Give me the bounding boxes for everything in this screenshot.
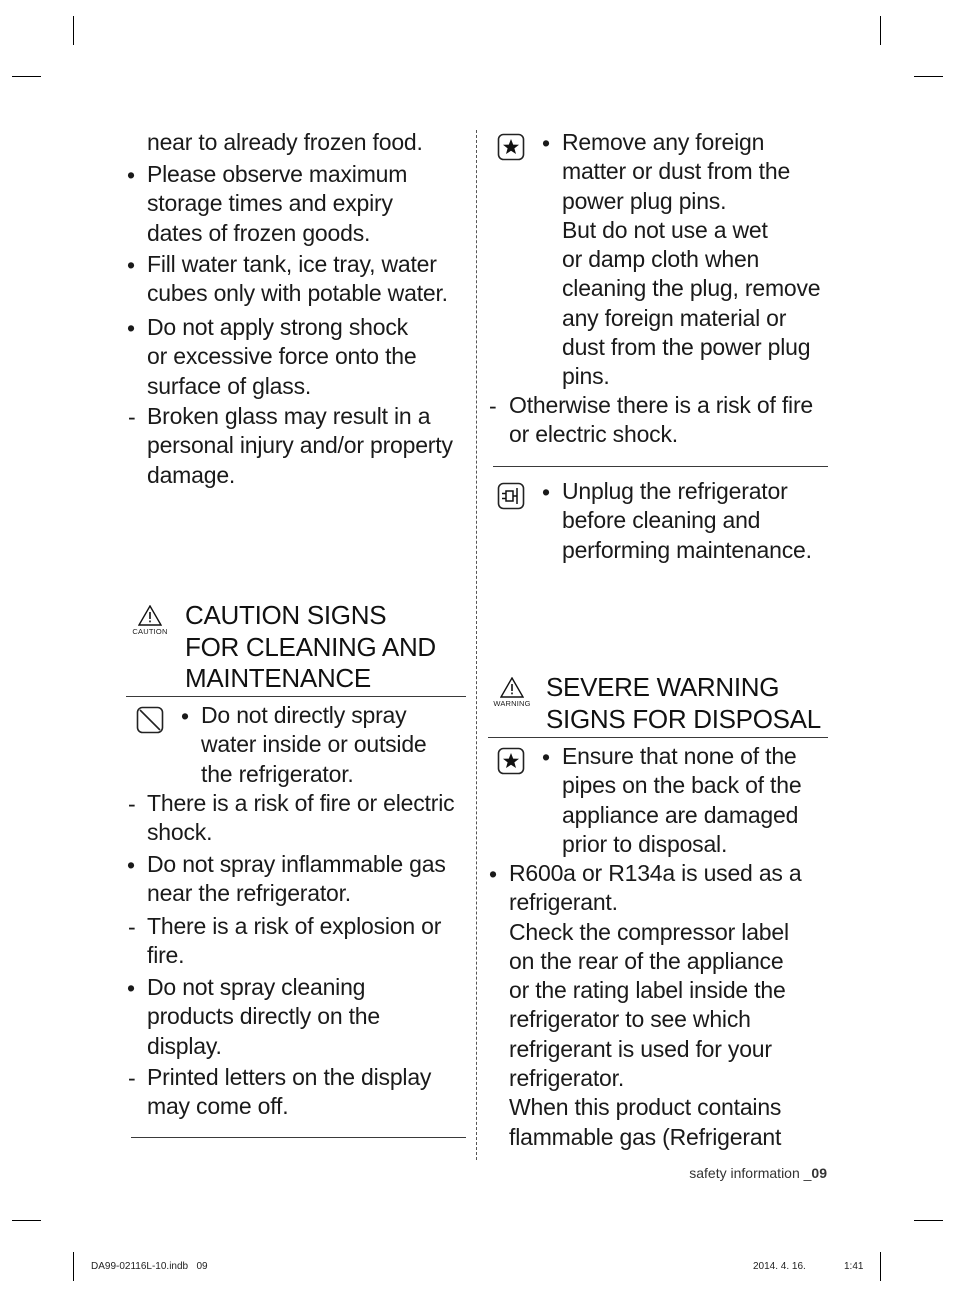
text-line: near to already frozen food. bbox=[147, 129, 423, 155]
text-line: MAINTENANCE bbox=[185, 663, 371, 693]
text-line: pipes on the back of the bbox=[562, 772, 802, 799]
star-warning-icon bbox=[497, 747, 525, 780]
crop-mark bbox=[880, 16, 881, 45]
text-line: personal injury and/or property bbox=[147, 432, 453, 459]
bullet-symbol: • bbox=[181, 703, 190, 729]
star-warning-icon bbox=[497, 133, 525, 166]
dash-explosion bbox=[147, 912, 441, 971]
caution-icon-label: CAUTION bbox=[132, 627, 168, 636]
footer-section-label: safety information _ bbox=[689, 1165, 812, 1181]
text-line: or damp cloth when bbox=[562, 246, 760, 273]
text-line: cleaning the plug, remove bbox=[562, 275, 821, 302]
dash-broken-glass bbox=[147, 402, 453, 490]
text-line: storage times and expiry bbox=[147, 190, 393, 217]
bullet-unplug bbox=[562, 477, 812, 565]
dash-symbol: - bbox=[489, 393, 497, 419]
bullet-cleaning-products bbox=[147, 973, 380, 1061]
text-line: Remove any foreign bbox=[562, 129, 765, 155]
text-line: on the rear of the appliance bbox=[509, 947, 784, 974]
bullet-symbol: • bbox=[127, 162, 136, 188]
crop-mark bbox=[73, 16, 74, 45]
text-line: There is a risk of fire or electric bbox=[147, 790, 455, 816]
text-line: Otherwise there is a risk of fire bbox=[509, 392, 814, 418]
crop-mark bbox=[880, 1252, 881, 1281]
text-line: appliance are damaged bbox=[562, 801, 799, 828]
text-line: Fill water tank, ice tray, water bbox=[147, 251, 437, 277]
bullet-glass-shock bbox=[147, 313, 416, 401]
print-date: 2014. 4. 16. bbox=[753, 1261, 806, 1272]
text-line: any foreign material or bbox=[562, 304, 787, 331]
bullet-pipes-undamaged bbox=[562, 742, 801, 859]
text-line: or electric shock. bbox=[509, 421, 678, 448]
dash-symbol: - bbox=[128, 791, 136, 817]
dash-printed-letters bbox=[147, 1063, 431, 1122]
print-time: 1:41 bbox=[844, 1261, 864, 1272]
text-line: FOR CLEANING AND bbox=[185, 631, 436, 662]
bullet-symbol: • bbox=[542, 130, 551, 156]
text-line: or the rating label inside the bbox=[509, 977, 786, 1004]
text-line: fire. bbox=[147, 942, 185, 969]
warning-section-title bbox=[546, 672, 821, 735]
text-line: or excessive force onto the bbox=[147, 343, 417, 370]
dash-fire-risk bbox=[509, 391, 813, 450]
text-line: water inside or outside bbox=[201, 731, 427, 758]
bullet-symbol: • bbox=[127, 252, 136, 278]
text-line: SIGNS FOR DISPOSAL bbox=[546, 703, 821, 734]
text-line: Do not apply strong shock bbox=[147, 314, 408, 340]
bullet-no-direct-spray bbox=[201, 701, 427, 789]
text-line: pins. bbox=[562, 363, 610, 390]
text-line: Ensure that none of the bbox=[562, 743, 797, 769]
text-line: damage. bbox=[147, 461, 236, 488]
text-line: There is a risk of explosion or bbox=[147, 913, 442, 939]
text-line: Check the compressor label bbox=[509, 918, 789, 945]
text-line: before cleaning and bbox=[562, 507, 761, 534]
crop-mark bbox=[914, 76, 943, 77]
text-line: refrigerator. bbox=[509, 1065, 625, 1092]
dash-symbol: - bbox=[128, 404, 136, 430]
plug-section-rule bbox=[493, 466, 828, 467]
bullet-refrigerant bbox=[509, 859, 802, 1152]
column-divider bbox=[476, 130, 477, 1160]
text-line: refrigerator to see which bbox=[509, 1006, 751, 1033]
bullet-inflammable-gas bbox=[147, 850, 446, 909]
bullet-storage-times bbox=[147, 160, 407, 248]
text-line: cubes only with potable water. bbox=[147, 280, 448, 307]
text-line: But do not use a wet bbox=[562, 216, 768, 243]
text-line: products directly on the bbox=[147, 1003, 380, 1030]
text-line: dates of frozen goods. bbox=[147, 219, 371, 246]
crop-mark bbox=[12, 76, 41, 77]
crop-mark bbox=[73, 1252, 74, 1281]
print-file-name: DA99-02116L-10.indb 09 bbox=[91, 1261, 208, 1272]
text-line: R600a or R134a is used as a bbox=[509, 860, 802, 886]
text-line: SEVERE WARNING bbox=[546, 672, 780, 702]
text-line: Do not directly spray bbox=[201, 702, 407, 728]
text-line: Broken glass may result in a bbox=[147, 403, 431, 429]
text-line: near the refrigerator. bbox=[147, 880, 351, 907]
text-line: Please observe maximum bbox=[147, 161, 408, 187]
text-line: dust from the power plug bbox=[562, 334, 811, 361]
intro-line bbox=[147, 128, 423, 157]
text-line: Do not spray cleaning bbox=[147, 974, 366, 1000]
crop-mark bbox=[914, 1220, 943, 1221]
text-line: performing maintenance. bbox=[562, 536, 812, 563]
text-line: Unplug the refrigerator bbox=[562, 478, 788, 504]
crop-mark bbox=[12, 1220, 41, 1221]
dash-symbol: - bbox=[128, 1065, 136, 1091]
text-line: refrigerant is used for your bbox=[509, 1035, 772, 1062]
bullet-symbol: • bbox=[127, 852, 136, 878]
text-line: Printed letters on the display bbox=[147, 1064, 432, 1090]
bullet-symbol: • bbox=[127, 315, 136, 341]
text-line: flammable gas (Refrigerant bbox=[509, 1123, 782, 1150]
bullet-symbol: • bbox=[127, 975, 136, 1001]
dash-fire-electric bbox=[147, 789, 454, 848]
text-line: CAUTION SIGNS bbox=[185, 600, 387, 630]
text-line: display. bbox=[147, 1032, 222, 1059]
text-line: refrigerant. bbox=[509, 889, 618, 916]
caution-section-title bbox=[185, 600, 436, 695]
page-footer bbox=[689, 1165, 827, 1181]
warning-title-rule bbox=[488, 737, 828, 738]
text-line: prior to disposal. bbox=[562, 830, 728, 857]
warning-icon-label: WARNING bbox=[493, 699, 531, 708]
bullet-symbol: • bbox=[489, 861, 498, 887]
text-line: surface of glass. bbox=[147, 372, 312, 399]
text-line: Do not spray inflammable gas bbox=[147, 851, 446, 877]
dash-symbol: - bbox=[128, 914, 136, 940]
text-line: When this product contains bbox=[509, 1094, 782, 1121]
caution-end-rule bbox=[131, 1137, 466, 1138]
bullet-symbol: • bbox=[542, 744, 551, 770]
page-number: 09 bbox=[811, 1165, 827, 1181]
caution-title-rule bbox=[126, 696, 466, 697]
bullet-potable-water bbox=[147, 250, 448, 309]
unplug-icon bbox=[497, 482, 525, 515]
no-spray-icon bbox=[136, 706, 164, 739]
text-line: the refrigerator. bbox=[201, 760, 354, 787]
bullet-symbol: • bbox=[542, 479, 551, 505]
text-line: may come off. bbox=[147, 1093, 289, 1120]
bullet-remove-dust-plug bbox=[562, 128, 820, 392]
text-line: shock. bbox=[147, 819, 213, 846]
text-line: power plug pins. bbox=[562, 187, 727, 214]
text-line: matter or dust from the bbox=[562, 158, 791, 185]
